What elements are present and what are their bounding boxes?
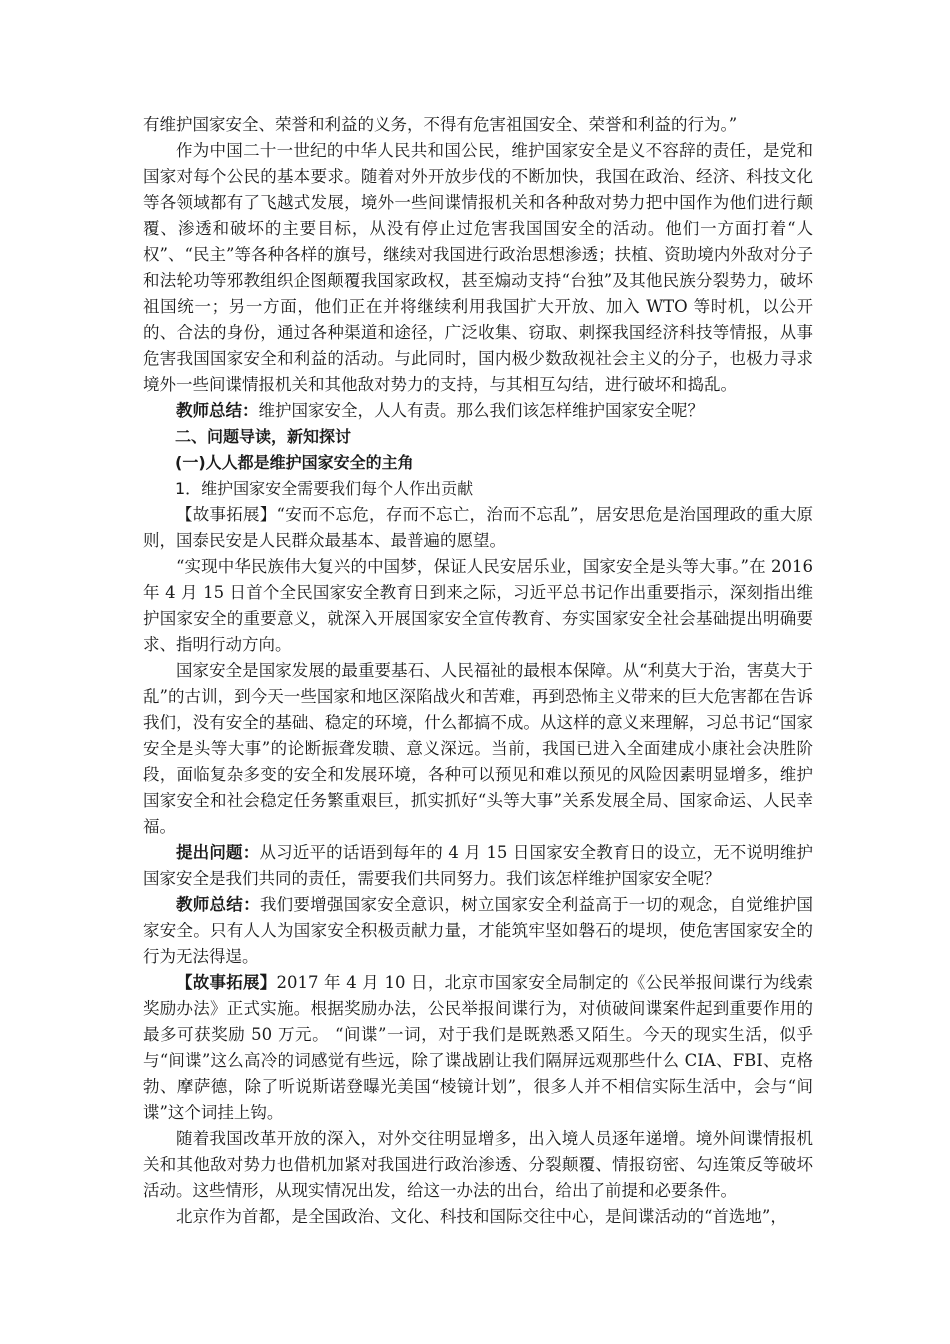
paragraph-citizen-duty: 作为中国二十一世纪的中华人民共和国公民，维护国家安全是义不容辞的责任，是党和国家对每个公民的基本要求。随着对外开放步伐的不断加快，我国在政治、经济、科技文化等各领域都有了飞越式发展，境外一些间谍情报机关和各种敌对势力把中国作为他们进行颠覆、渗透和破坏的主要目标，从没有停止过危害我国国安全的活动。他们一方面打着“人权”、“民主”等各种各样的旗号，继续对我国进行政治思想渗透；扶植、资助境内外敌对分子和法轮功等邪教组织企图颠覆我国家政权，甚至煽动支持“台独”及其他民族分裂势力，破坏祖国统一；另一方面，他们正在并将继续利用我国扩大开放、加入 WTO 等时机，以公开的、合法的身份，通过各种渠道和途径，广泛收集、窃取、刺探我国经济科技等情报，从事危害我国国家安全和利益的活动。与此同时，国内极少数敌视社会主义的分子，也极力寻求境外一些间谍情报机关和其他敌对势力的支持，与其相互勾结，进行破坏和捣乱。	[143, 141, 813, 394]
summary-label: 教师总结：	[176, 401, 259, 420]
paragraph-reform-opening: 随着我国改革开放的深入，对外交往明显增多，出入境人员逐年递增。境外间谍情报机关和其他敌对势力也借机加紧对我国进行政治渗透、分裂颠覆、情报窃密、勾连策反等破坏活动。这些情形，从现实情况出发，给这一办法的出台，给出了前提和必要条件。	[143, 1129, 813, 1200]
paragraph-chinese-dream: “实现中华民族伟大复兴的中国梦，保证人民安居乐业，国家安全是头等大事。”在 2016 年 4 月 15 日首个全民国家安全教育日到来之际，习近平总书记作出重要指示，深刻指出维护国家安全的重要意义，就深入开展国家安全宣传教育、夯实国家安全社会基础提出明确要求、指明行动方向。	[143, 557, 813, 654]
question-label: 提出问题：	[176, 843, 260, 862]
document-page	[143, 112, 813, 1230]
teacher-summary-1	[143, 398, 813, 424]
paragraph-beijing-capital: 北京作为首都，是全国政治、文化、科技和国际交往中心，是间谍活动的“首选地”，	[176, 1207, 787, 1226]
subsection-heading-1: (一)人人都是维护国家安全的主角	[175, 453, 414, 472]
raise-question	[143, 840, 813, 892]
paragraph-national-security-foundation: 国家安全是国家发展的最重要基石、人民福祉的最根本保障。从“利莫大于治，害莫大于乱”的古训，到今天一些国家和地区深陷战火和苦难，再到恐怖主义带来的巨大危害都在告诉我们，没有安全的基础、稳定的环境，什么都搞不成。从这样的意义来理解，习总书记“国家安全是头等大事”的论断振聋发聩、意义深远。当前，我国已进入全面建成小康社会决胜阶段，面临复杂多变的安全和发展环境，各种可以预见和难以预见的风险因素明显增多，维护国家安全和社会稳定任务繁重艰巨，抓实抓好“头等大事”关系发展全局、国家命运、人民幸福。	[143, 661, 813, 836]
story-extension-2	[143, 970, 813, 1126]
story-text: 2017 年 4 月 10 日，北京市国家安全局制定的《公民举报间谍行为线索奖励办法》正式实施。根据奖励办法，公民举报间谍行为，对侦破间谍案件起到重要作用的最多可获奖励 50 万元。 “间谍”一词，对于我们是既熟悉又陌生。今天的现实生活，似乎与“间谍”这么高冷的词感觉有些远，除了谍战剧让我们隔屏远观那些什么 CIA、FBI、克格勃、摩萨德，除了听说斯诺登曝光美国“棱镜计划”，很多人并不相信实际生活中，会与“间谍”这个词挂上钩。	[143, 973, 813, 1122]
teacher-summary-2	[143, 892, 813, 970]
summary-label: 教师总结：	[176, 895, 260, 914]
question-text: 从习近平的话语到每年的 4 月 15 日国家安全教育日的设立，无不说明维护国家安全是我们共同的责任，需要我们共同努力。我们该怎样维护国家安全呢？	[143, 843, 814, 888]
summary-text: 维护国家安全，人人有责。那么我们该怎样维护国家安全呢？	[258, 401, 704, 420]
story-label: 【故事拓展】	[176, 973, 277, 992]
summary-text: 我们要增强国家安全意识，树立国家安全利益高于一切的观念，自觉维护国家安全。只有人人为国家安全积极贡献力量，才能筑牢坚如磐石的堤坝，使危害国家安全的行为无法得逞。	[143, 895, 814, 966]
section-heading-2: 二、问题导读，新知探讨	[175, 427, 352, 446]
story-extension-1: 【故事拓展】“安而不忘危，存而不忘亡，治而不忘乱”，居安思危是治国理政的重大原则，国泰民安是人民群众最基本、最普遍的愿望。	[143, 505, 813, 550]
item-heading-1: 1．维护国家安全需要我们每个人作出贡献	[175, 479, 474, 498]
paragraph-continued: 有维护国家安全、荣誉和利益的义务，不得有危害祖国安全、荣誉和利益的行为。”	[143, 115, 738, 134]
